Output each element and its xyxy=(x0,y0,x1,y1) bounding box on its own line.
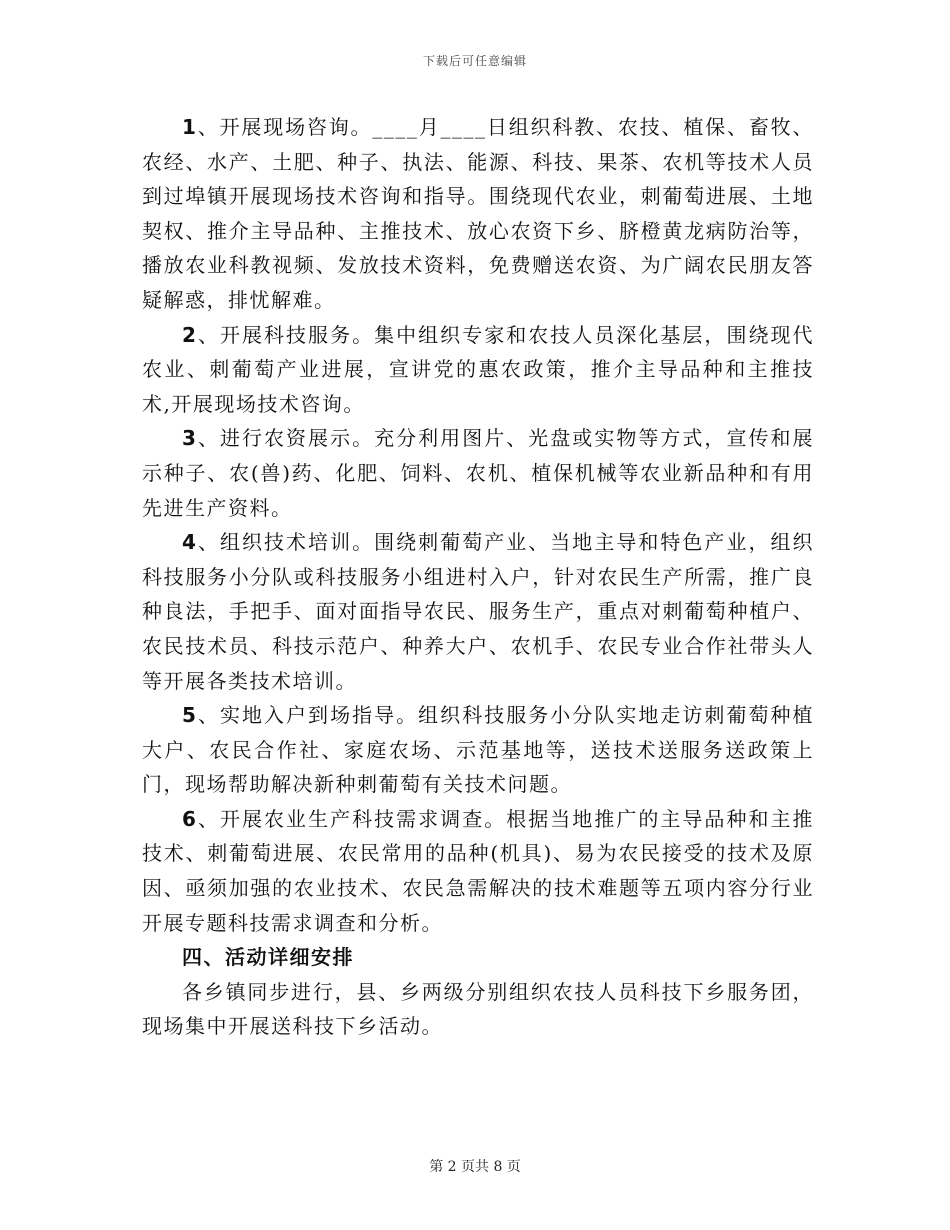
list-item-1 xyxy=(142,110,814,318)
item-number: 6 xyxy=(182,806,198,831)
section-paragraph: 各乡镇同步进行，县、乡两级分别组织农技人员科技下乡服务团，现场集中开展送科技下乡活动。 xyxy=(142,979,814,1039)
list-item-6 xyxy=(142,802,814,940)
item-text: 、开展农业生产科技需求调查。根据当地推广的主导品种和主推技术、刺葡萄进展、农民常用的品种(机具)、易为农民接受的技术及原因、亟须加强的农业技术、农民急需解决的技术难题等五项内容分行业开展专题科技需求调查和分析。 xyxy=(142,806,814,935)
item-number: 5 xyxy=(182,703,198,728)
item-text: 、进行农资展示。充分利用图片、光盘或实物等方式，宣传和展示种子、农(兽)药、化肥、饲料、农机、植保机械等农业新品种和有用先进生产资料。 xyxy=(142,426,814,520)
item-number: 4 xyxy=(182,530,198,555)
item-number: 3 xyxy=(182,426,198,451)
document-body xyxy=(142,110,814,1044)
item-text: 、组织技术培训。围绕刺葡萄产业、当地主导和特色产业，组织科技服务小分队或科技服务小组进村入户，针对农民生产所需，推广良种良法，手把手、面对面指导农民、服务生产，重点对刺葡萄种植户、农民技术员、科技示范户、种养大户、农机手、农民专业合作社带头人等开展各类技术培训。 xyxy=(142,530,814,693)
page-header: 下载后可任意编辑 xyxy=(422,54,527,68)
page-footer: 第 2 页共 8 页 xyxy=(429,1159,521,1175)
section-heading: 四、活动详细安排 xyxy=(182,945,354,970)
list-item-4 xyxy=(142,525,814,698)
item-number: 2 xyxy=(182,322,198,347)
item-text: 、实地入户到场指导。组织科技服务小分队实地走访刺葡萄种植大户、农民合作社、家庭农场、示范基地等，送技术送服务送政策上门，现场帮助解决新种刺葡萄有关技术问题。 xyxy=(142,703,814,797)
list-item-5 xyxy=(142,698,814,802)
list-item-2 xyxy=(142,318,814,422)
item-text: 、开展科技服务。集中组织专家和农技人员深化基层，围绕现代农业、刺葡萄产业进展，宣讲党的惠农政策，推介主导品种和主推技术,开展现场技术咨询。 xyxy=(142,322,814,416)
item-text: 、开展现场咨询。____月____日组织科教、农技、植保、畜牧、农经、水产、土肥、种子、执法、能源、科技、果茶、农机等技术人员到过埠镇开展现场技术咨询和指导。围绕现代农业，刺葡萄进展、土地契权、推介主导品种、主推技术、放心农资下乡、脐橙黄龙病防治等，播放农业科教视频、发放技术资料，免费赠送农资、为广阔农民朋友答疑解惑，排忧解难。 xyxy=(142,115,814,312)
item-number: 1 xyxy=(182,115,198,139)
list-item-3 xyxy=(142,421,814,525)
